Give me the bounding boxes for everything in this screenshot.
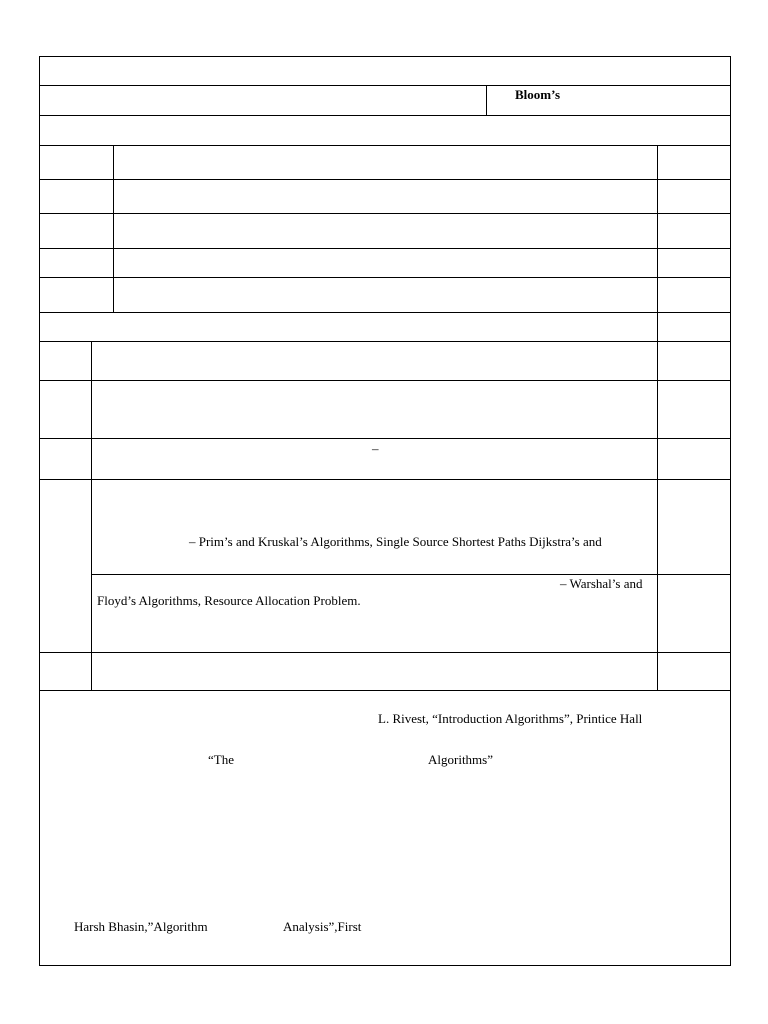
row-divider (39, 690, 731, 691)
reference-2b: Algorithms” (428, 752, 493, 767)
col-divider (91, 341, 92, 690)
col-divider (486, 85, 487, 115)
row-divider (39, 145, 731, 146)
row-divider (39, 652, 731, 653)
col-divider (113, 145, 114, 312)
row-divider (39, 341, 731, 342)
row-divider (39, 213, 731, 214)
unit5-content-line1: – Warshal’s and (560, 576, 643, 591)
row-divider (39, 248, 731, 249)
col-divider (657, 145, 658, 690)
row-divider (91, 574, 731, 575)
row-divider (39, 179, 731, 180)
reference-5a: Harsh Bhasin,”Algorithm (74, 919, 208, 934)
row-divider (39, 277, 731, 278)
row-divider (39, 479, 731, 480)
row-divider (39, 380, 731, 381)
row-divider (39, 85, 731, 86)
unit4-content: – Prim’s and Kruskal’s Algorithms, Single Source Shortest Paths Dijkstra’s and (189, 534, 602, 549)
blooms-header: Bloom’s (515, 87, 561, 102)
row-divider (39, 438, 731, 439)
reference-2a: “The (208, 752, 234, 767)
reference-5b: Analysis”,First (283, 919, 362, 934)
row-divider (39, 115, 731, 116)
syllabus-table (39, 56, 731, 966)
row-divider (39, 312, 731, 313)
unit5-content-line2: Floyd’s Algorithms, Resource Allocation Problem. (97, 593, 361, 608)
unit3-dash: – (372, 441, 379, 456)
reference-1: L. Rivest, “Introduction Algorithms”, Printice Hall (378, 711, 643, 726)
